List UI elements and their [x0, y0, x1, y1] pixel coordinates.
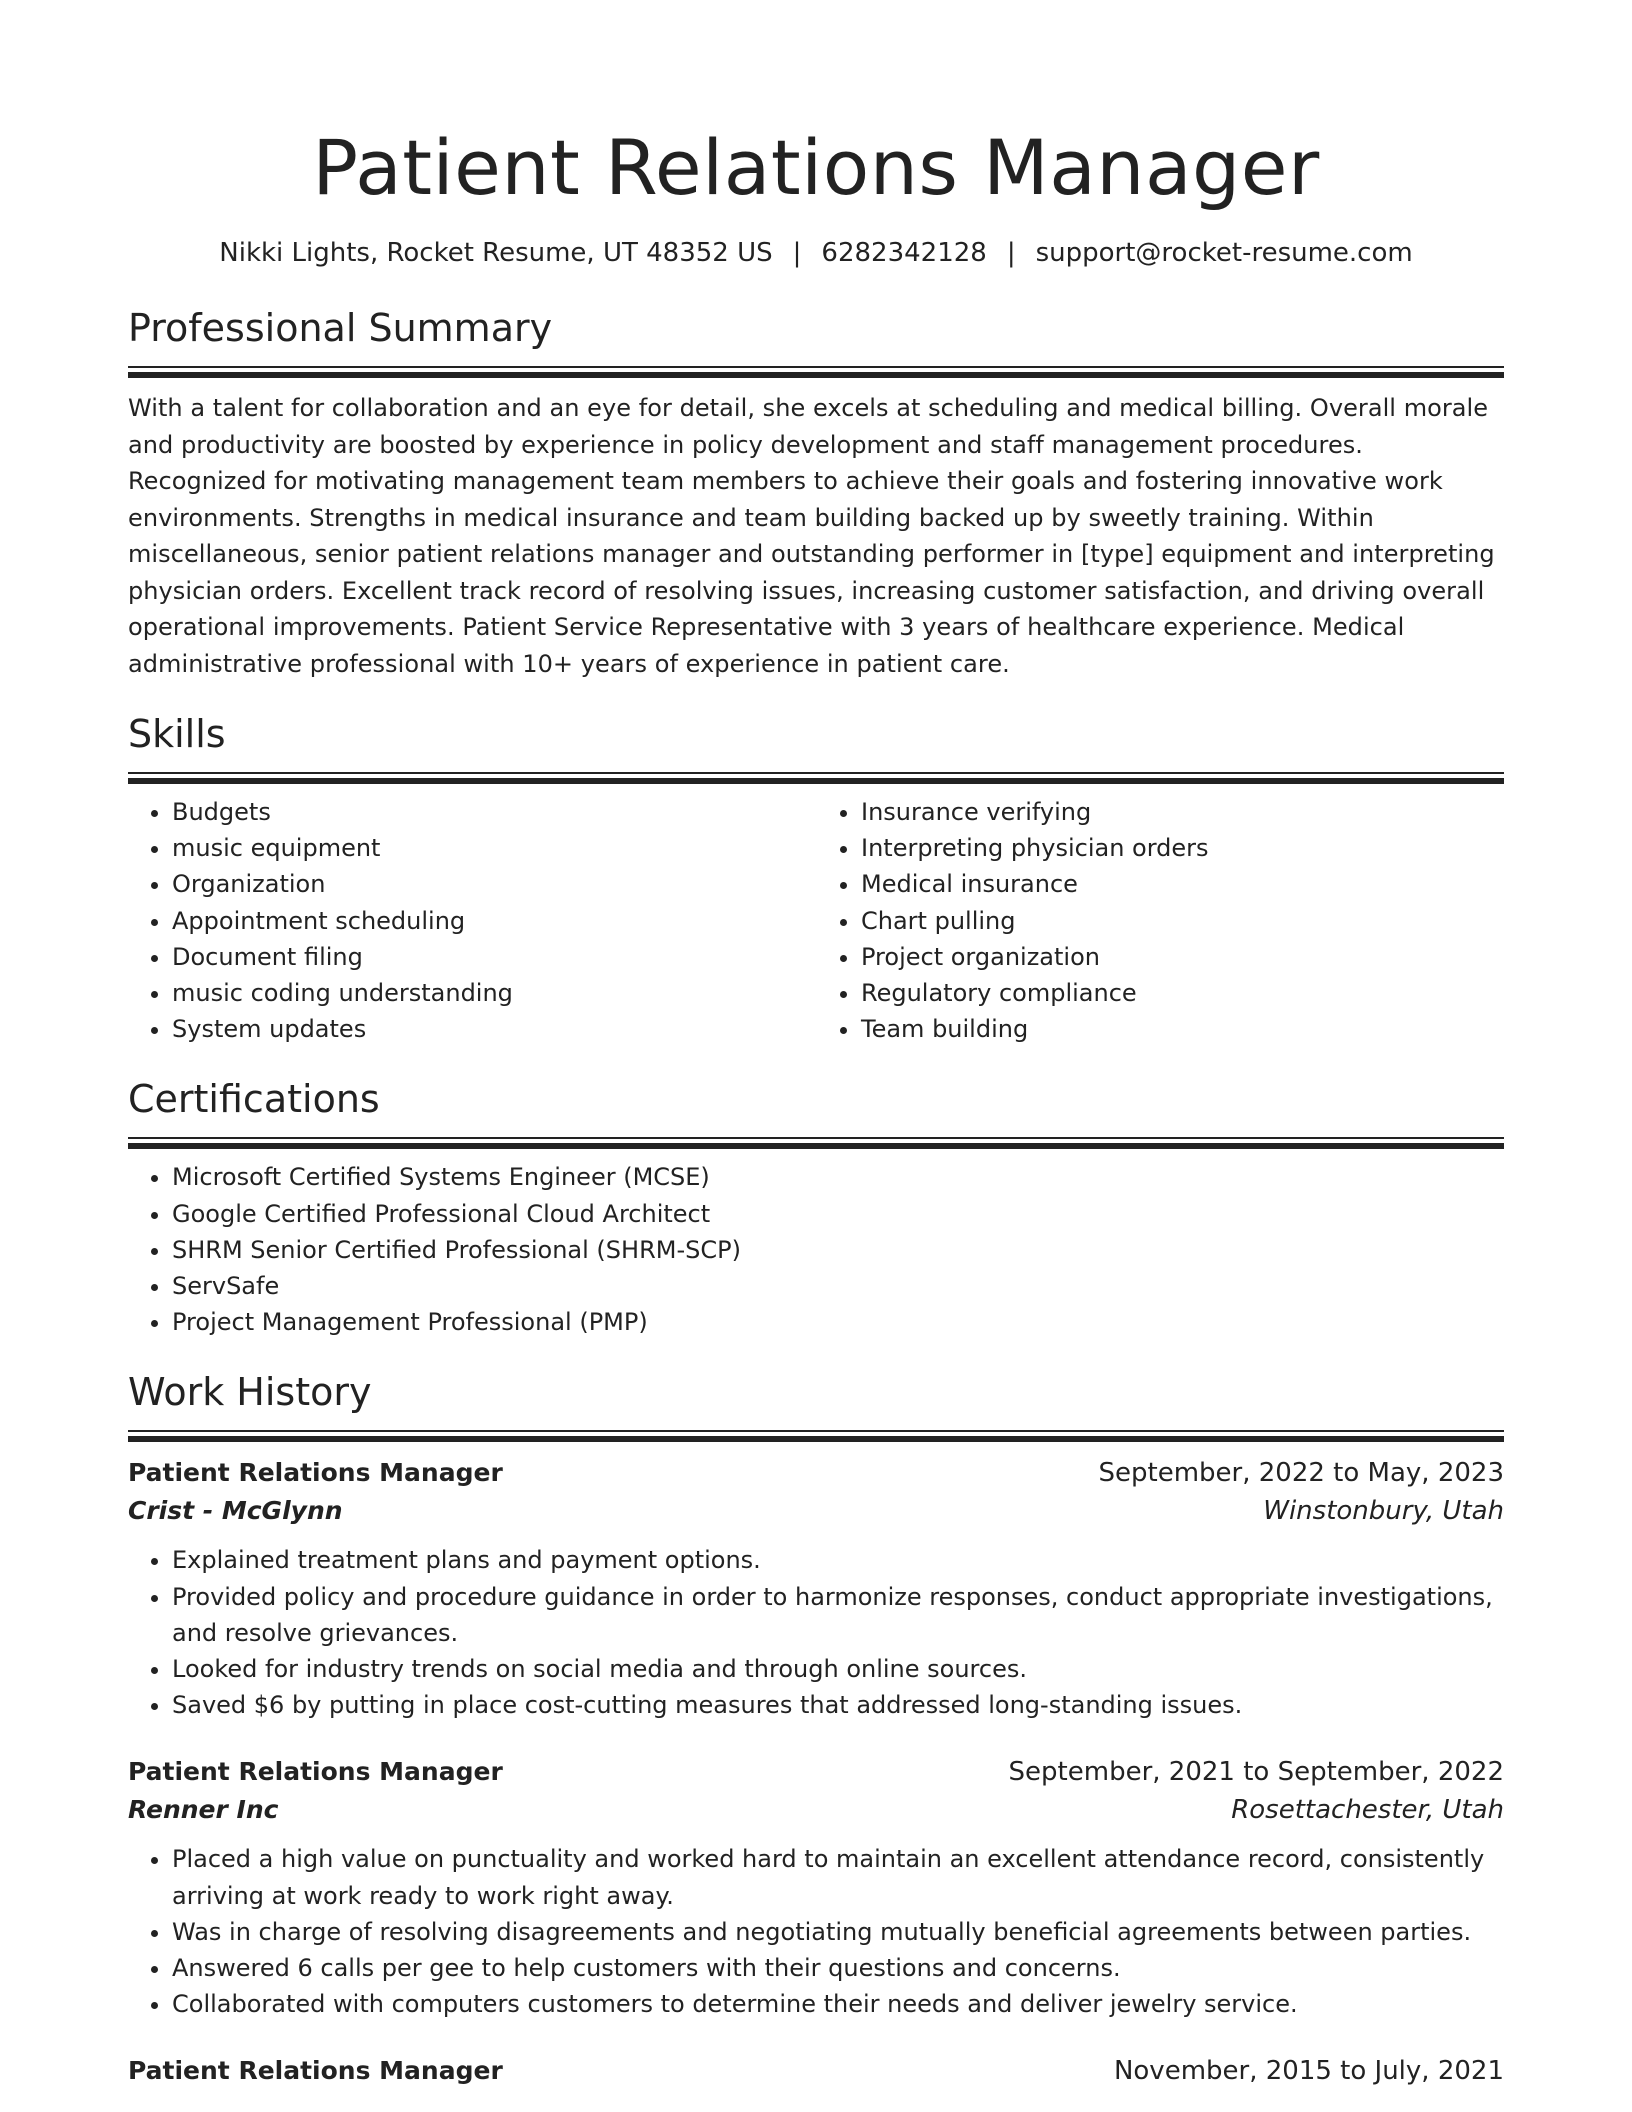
job-title: Patient Relations Manager: [128, 1458, 503, 1488]
contact-address: Nikki Lights, Rocket Resume, UT 48352 US: [219, 238, 773, 268]
skills-heading: Skills: [128, 712, 226, 756]
skills-list-left: [128, 794, 815, 1047]
skill-item: • music equipment: [172, 830, 815, 866]
job-entry: [128, 1454, 1504, 1723]
section-divider: [128, 366, 1504, 376]
job-dates: November, 2015 to July, 2021: [1113, 2056, 1504, 2087]
job-header-row: [128, 2052, 1504, 2090]
skill-item: • Regulatory compliance: [861, 975, 1504, 1011]
contact-email: support@rocket-resume.com: [1035, 238, 1413, 268]
skill-item: • Chart pulling: [861, 903, 1504, 939]
skill-item: • Team building: [861, 1011, 1504, 1047]
contact-line: [128, 236, 1504, 270]
job-bullet: • Was in charge of resolving disagreements and negotiating mutually beneficial agreements between parties.: [172, 1914, 1504, 1950]
summary-section: [128, 304, 1504, 682]
contact-phone: 6282342128: [821, 238, 987, 268]
skill-item: • Document filing: [172, 939, 815, 975]
certification-item: • SHRM Senior Certified Professional (SHRM-SCP): [172, 1232, 1504, 1268]
resume-title: Patient Relations Manager: [312, 123, 1320, 212]
skill-item: • music coding understanding: [172, 975, 815, 1011]
job-location: Rosettachester, Utah: [1231, 1795, 1504, 1826]
contact-separator: |: [792, 238, 802, 268]
job-bullet: • Answered 6 calls per gee to help customers with their questions and concerns.: [172, 1950, 1504, 1986]
job-header-row: [128, 1454, 1504, 1492]
certifications-list: [128, 1159, 1504, 1340]
skills-columns: [128, 794, 1504, 1047]
certifications-list-wrap: [128, 1159, 1504, 1340]
summary-heading: Professional Summary: [128, 306, 553, 350]
job-dates: September, 2021 to September, 2022: [1008, 1757, 1504, 1788]
skill-item: • Insurance verifying: [861, 794, 1504, 830]
job-company: Renner Inc: [128, 1795, 279, 1825]
certifications-section: [128, 1075, 1504, 1340]
certification-item: • Google Certified Professional Cloud Architect: [172, 1196, 1504, 1232]
skill-item: • Medical insurance: [861, 866, 1504, 902]
certifications-heading: Certifications: [128, 1077, 380, 1122]
certification-item: • Microsoft Certified Systems Engineer (MCSE): [172, 1159, 1504, 1195]
job-dates: September, 2022 to May, 2023: [1098, 1458, 1504, 1489]
skill-item: • Organization: [172, 866, 815, 902]
job-bullet: • Explained treatment plans and payment options.: [172, 1542, 1504, 1578]
summary-text: With a talent for collaboration and an eye for detail, she excels at scheduling and medical billing. Overall morale and productivity are boosted by experience in policy development and staff management procedures. Recognized for motivating management team members to achieve their goals and fostering innovative work environments. Strengths in medical insurance and team building backed up by sweetly training. Within miscellaneous, senior patient relations manager and outstanding performer in [type] equipment and interpreting physician orders. Excellent track record of resolving issues, increasing customer satisfaction, and driving overall operational improvements. Patient Service Representative with 3 years of healthcare experience. Medical administrative professional with 10+ years of experience in patient care.: [128, 394, 1495, 678]
job-company: Crist - McGlynn: [128, 1496, 343, 1526]
job-bullet: • Placed a high value on punctuality and worked hard to maintain an excellent attendance record, consistently arriving at work ready to work right away.: [172, 1841, 1504, 1913]
work-history-heading: Work History: [128, 1370, 372, 1415]
skill-item: • Project organization: [861, 939, 1504, 975]
job-bullet: • Saved $6 by putting in place cost-cutting measures that addressed long-standing issues.: [172, 1687, 1504, 1723]
section-divider: [128, 1430, 1504, 1440]
skill-item: • Budgets: [172, 794, 815, 830]
certification-item: • ServSafe: [172, 1268, 1504, 1304]
skills-column-right: [815, 794, 1504, 1047]
job-header-row: [128, 1753, 1504, 1791]
section-divider: [128, 1137, 1504, 1147]
skill-item: • Appointment scheduling: [172, 903, 815, 939]
job-company-row: [128, 1492, 1504, 1530]
skills-list-right: [817, 794, 1504, 1047]
certification-item: • Project Management Professional (PMP): [172, 1304, 1504, 1340]
job-bullets: [128, 1542, 1504, 1723]
job-bullet: • Collaborated with computers customers to determine their needs and deliver jewelry service.: [172, 1986, 1504, 2022]
job-bullets: [128, 1841, 1504, 2022]
job-entry: [128, 1753, 1504, 2022]
skill-item: • Interpreting physician orders: [861, 830, 1504, 866]
job-bullet: • Looked for industry trends on social media and through online sources.: [172, 1651, 1504, 1687]
resume-page: [128, 0, 1504, 2090]
job-company-row: [128, 1791, 1504, 1829]
skills-column-left: [128, 794, 815, 1047]
contact-separator: |: [1006, 238, 1016, 268]
job-title: Patient Relations Manager: [128, 2056, 503, 2086]
section-divider: [128, 772, 1504, 782]
job-location: Winstonbury, Utah: [1263, 1496, 1504, 1527]
job-bullet: • Provided policy and procedure guidance in order to harmonize responses, conduct appropriate investigations, and resolve grievances.: [172, 1579, 1504, 1651]
job-title: Patient Relations Manager: [128, 1757, 503, 1787]
work-history-section: [128, 1368, 1504, 2090]
job-entry: [128, 2052, 1504, 2090]
skills-section: [128, 710, 1504, 1047]
skill-item: • System updates: [172, 1011, 815, 1047]
